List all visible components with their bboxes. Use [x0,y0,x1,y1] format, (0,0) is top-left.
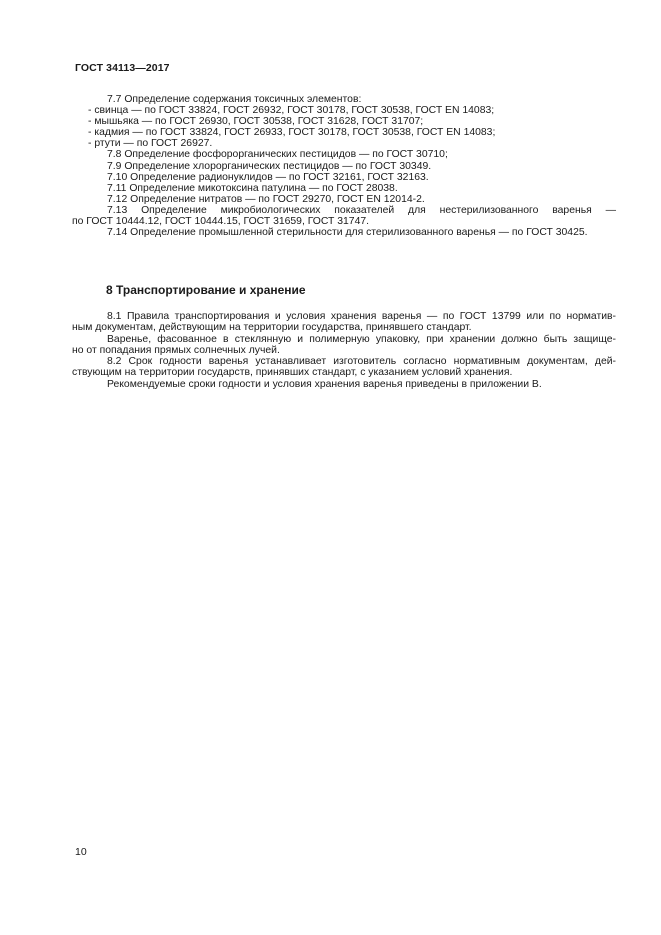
document-header: ГОСТ 34113—2017 [75,62,170,74]
list-item-lead: - свинца — по ГОСТ 33824, ГОСТ 26932, ГОСТ 30178, ГОСТ 30538, ГОСТ EN 14083; [88,105,495,117]
paragraph-storage-line-2: но от попадания прямых солнечных лучей. [72,344,280,356]
paragraph-8-2-line-1: 8.2 Срок годности варенья устанавливает изготовитель согласно нормативным документам, дей- [107,356,616,368]
paragraph-7-12: 7.12 Определение нитратов — по ГОСТ 29270, ГОСТ EN 12014-2. [107,193,425,205]
paragraph-7-8: 7.8 Определение фосфорорганических пестицидов — по ГОСТ 30710; [107,149,448,161]
paragraph-7-9: 7.9 Определение хлорорганических пестицидов — по ГОСТ 30349. [107,160,432,172]
paragraph-8-2-line-2: ствующим на территории государств, принявших стандарт, с указанием условий хранения. [72,367,513,379]
list-item-cadmium: - кадмия — по ГОСТ 33824, ГОСТ 26933, ГОСТ 30178, ГОСТ 30538, ГОСТ EN 14083; [88,127,496,139]
paragraph-shelf-life: Рекомендуемые сроки годности и условия хранения варенья приведены в приложении В. [107,378,542,390]
section-8-text [72,311,616,390]
paragraph-7-13-line-1: 7.13 Определение микробиологических показателей для нестерилизованного варенья — [107,204,616,216]
list-item-mercury: - ртути — по ГОСТ 26927. [88,138,213,150]
paragraph-7-13-line-2: по ГОСТ 10444.12, ГОСТ 10444.15, ГОСТ 31659, ГОСТ 31747. [72,216,370,228]
paragraph-7-7: 7.7 Определение содержания токсичных элементов: [107,94,362,105]
paragraph-7-14: 7.14 Определение промышленной стерильности для стерилизованного варенья — по ГОСТ 30425. [107,227,588,239]
list-item-arsenic: - мышьяка — по ГОСТ 26930, ГОСТ 30538, ГОСТ 31628, ГОСТ 31707; [88,116,424,128]
paragraph-8-1-line-2: ным документам, действующим на территории государства, принявшего стандарт. [72,322,472,334]
paragraph-7-10: 7.10 Определение радионуклидов — по ГОСТ 32161, ГОСТ 32163. [107,171,429,183]
section-8-title: 8 Транспортирование и хранение [106,283,306,297]
page-number: 10 [75,846,87,858]
paragraph-7-11: 7.11 Определение микотоксина патулина — по ГОСТ 28038. [107,182,398,194]
paragraph-storage-line-1: Варенье, фасованное в стеклянную и полимерную упаковку, при хранении должно быть защище- [107,333,616,345]
paragraph-8-1-line-1: 8.1 Правила транспортирования и условия хранения варенья — по ГОСТ 13799 или по норматив- [107,311,616,322]
section-7-text [72,94,616,239]
